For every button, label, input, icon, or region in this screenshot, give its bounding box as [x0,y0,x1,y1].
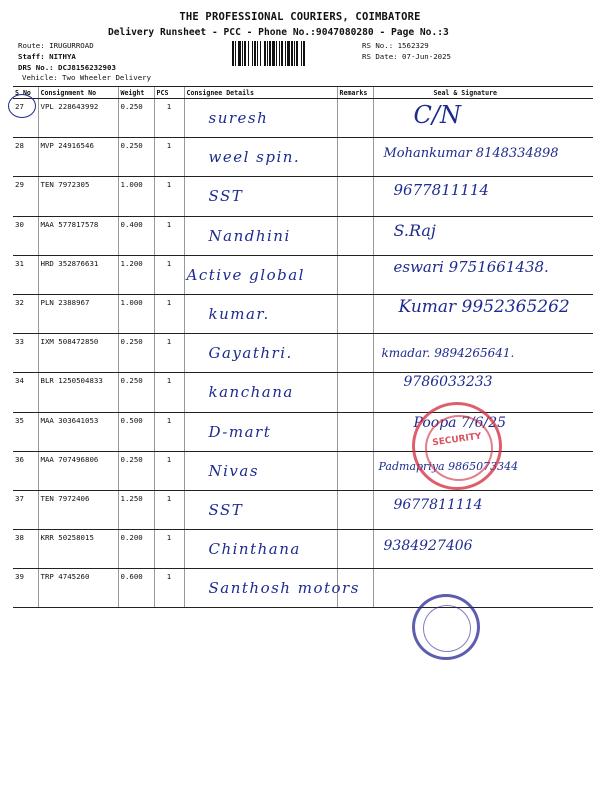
table-header-row [13,87,593,99]
pcs-value: 1 [154,294,184,333]
table-row [13,530,593,569]
pcs-value: 1 [154,138,184,177]
table-row [13,216,593,255]
runsheet-table [13,86,593,608]
signature-cell [373,177,593,216]
weight-value: 0.200 [118,530,154,569]
weight-value: 0.250 [118,373,154,412]
signature-handwriting: 9384927406 [383,538,473,555]
signature-cell [373,216,593,255]
weight-value: 0.400 [118,216,154,255]
serial-number: 28 [13,138,38,177]
table-row [13,138,593,177]
consignee-cell [184,451,337,490]
consignee-cell [184,255,337,294]
column-header: S No [13,87,38,99]
serial-number: 34 [13,373,38,412]
rs-number: RS No.: 1562329 [362,41,429,50]
consignee-handwriting: SST [208,500,244,519]
signature-handwriting: eswari 9751661438. [393,257,549,276]
signature-cell [373,255,593,294]
consignee-handwriting: SST [208,187,244,206]
page-title: THE PROFESSIONAL COURIERS, COIMBATORE [179,11,421,23]
table-row [13,373,593,412]
signature-handwriting: 9677811114 [393,181,489,200]
signature-cell [373,569,593,608]
consignment-number: TRP 4745260 [38,569,118,608]
pcs-value: 1 [154,412,184,451]
consignment-number: MAA 303641053 [38,412,118,451]
signature-handwriting: S.Raj [393,220,436,240]
remarks-cell [337,99,373,138]
pcs-value: 1 [154,373,184,412]
pcs-value: 1 [154,451,184,490]
signature-cell [373,530,593,569]
table-row [13,451,593,490]
remarks-cell [337,373,373,412]
consignee-cell [184,216,337,255]
signature-handwriting: kmadar. 9894265641. [381,346,515,361]
signature-handwriting: Poopa 7/6/25 [413,414,507,431]
signature-cell [373,373,593,412]
consignee-cell [184,294,337,333]
round-seal [412,594,480,660]
consignee-handwriting: Santhosh motors [208,579,360,598]
column-header: Weight [118,87,154,99]
remarks-cell [337,569,373,608]
pcs-value: 1 [154,569,184,608]
consignee-cell [184,177,337,216]
weight-value: 1.250 [118,490,154,529]
serial-number: 39 [13,569,38,608]
consignment-number: PLN 2388967 [38,294,118,333]
serial-number: 27 [13,99,38,138]
pcs-value: 1 [154,334,184,373]
signature-handwriting: 9677811114 [393,496,483,513]
consignee-cell [184,569,360,608]
consignment-number: BLR 1250504833 [38,373,118,412]
remarks-cell [337,490,373,529]
consignee-handwriting: Nivas [208,461,260,480]
pcs-value: 1 [154,216,184,255]
consignee-handwriting: D-mart [208,422,272,441]
weight-value: 0.500 [118,412,154,451]
column-header: Consignment No [38,87,118,99]
signature-handwriting: Padmapriya 9865073344 [378,459,519,473]
column-header: PCS [154,87,184,99]
stamp-text: SECURITY [431,431,483,449]
weight-value: 1.000 [118,294,154,333]
table-row [13,99,593,138]
consignment-number: MAA 707496806 [38,451,118,490]
table-row [13,490,593,529]
serial-number: 32 [13,294,38,333]
consignee-handwriting: Active global [186,265,305,284]
table-row [13,177,593,216]
consignee-cell [184,99,337,138]
serial-number: 33 [13,334,38,373]
weight-value: 0.250 [118,138,154,177]
column-header: Remarks [337,87,373,99]
security-stamp [412,402,502,490]
weight-value: 1.200 [118,255,154,294]
serial-number: 36 [13,451,38,490]
table-row [13,255,593,294]
consignee-cell [184,373,337,412]
serial-number: 31 [13,255,38,294]
signature-handwriting: C/N [413,101,461,129]
pcs-value: 1 [154,99,184,138]
consignment-number: VPL 228643992 [38,99,118,138]
consignment-number: MVP 24916546 [38,138,118,177]
table-row [13,294,593,333]
column-header: Seal & Signature [373,87,593,99]
table-row [13,412,593,451]
consignee-handwriting: Chinthana [208,540,301,559]
consignee-handwriting: Nandhini [208,226,291,245]
route-label: Route: IRUGURROAD [18,41,94,50]
table-row [13,334,593,373]
remarks-cell [337,294,373,333]
pcs-value: 1 [154,255,184,294]
column-header: Consignee Details [184,87,337,99]
barcode [232,41,360,66]
signature-cell [373,334,593,373]
rs-date: RS Date: 07-Jun-2025 [362,52,451,61]
weight-value: 0.250 [118,451,154,490]
consignee-cell [184,138,337,177]
remarks-cell [337,177,373,216]
signature-cell [373,138,593,177]
consignment-number: TEN 7972305 [38,177,118,216]
weight-value: 0.600 [118,569,154,608]
page-subtitle: Delivery Runsheet - PCC - Phone No.:9047080280 - Page No.:3 [108,27,449,38]
remarks-cell [337,334,373,373]
consignee-handwriting: kanchana [208,383,294,402]
signature-cell [373,294,593,333]
remarks-cell [337,451,373,490]
consignee-cell [184,412,337,451]
consignment-number: TEN 7972406 [38,490,118,529]
weight-value: 0.250 [118,99,154,138]
consignment-number: MAA 577817578 [38,216,118,255]
consignee-handwriting: kumar. [208,304,270,323]
pcs-value: 1 [154,177,184,216]
consignee-cell [184,334,337,373]
consignment-number: KRR 50258015 [38,530,118,569]
vehicle-label: Vehicle: Two Wheeler Delivery [22,73,152,82]
table-row [13,569,593,608]
consignment-number: HRD 352876631 [38,255,118,294]
signature-handwriting: Kumar 9952365262 [398,296,570,317]
remarks-cell [337,412,373,451]
signature-handwriting: Mohankumar 8148334898 [383,146,559,162]
pcs-value: 1 [154,490,184,529]
handwritten-circle-mark [8,94,36,118]
remarks-cell [337,255,373,294]
serial-number: 30 [13,216,38,255]
pcs-value: 1 [154,530,184,569]
signature-cell [373,490,593,529]
consignee-handwriting: Gayathri. [208,344,293,363]
consignee-handwriting: weel spin. [208,148,301,167]
serial-number: 35 [13,412,38,451]
serial-number: 38 [13,530,38,569]
serial-number: 29 [13,177,38,216]
consignee-cell [184,530,337,569]
consignee-cell [184,490,337,529]
signature-cell [373,99,593,138]
staff-label: Staff: NITHYA [18,52,76,61]
weight-value: 1.000 [118,177,154,216]
consignee-handwriting: suresh [208,109,269,127]
signature-handwriting: 9786033233 [403,374,493,391]
weight-value: 0.250 [118,334,154,373]
consignment-number: IXM 508472850 [38,334,118,373]
remarks-cell [337,216,373,255]
serial-number: 37 [13,490,38,529]
remarks-cell [337,138,373,177]
remarks-cell [337,530,373,569]
drs-label: DRS No.: DCJ8156232903 [18,63,116,72]
